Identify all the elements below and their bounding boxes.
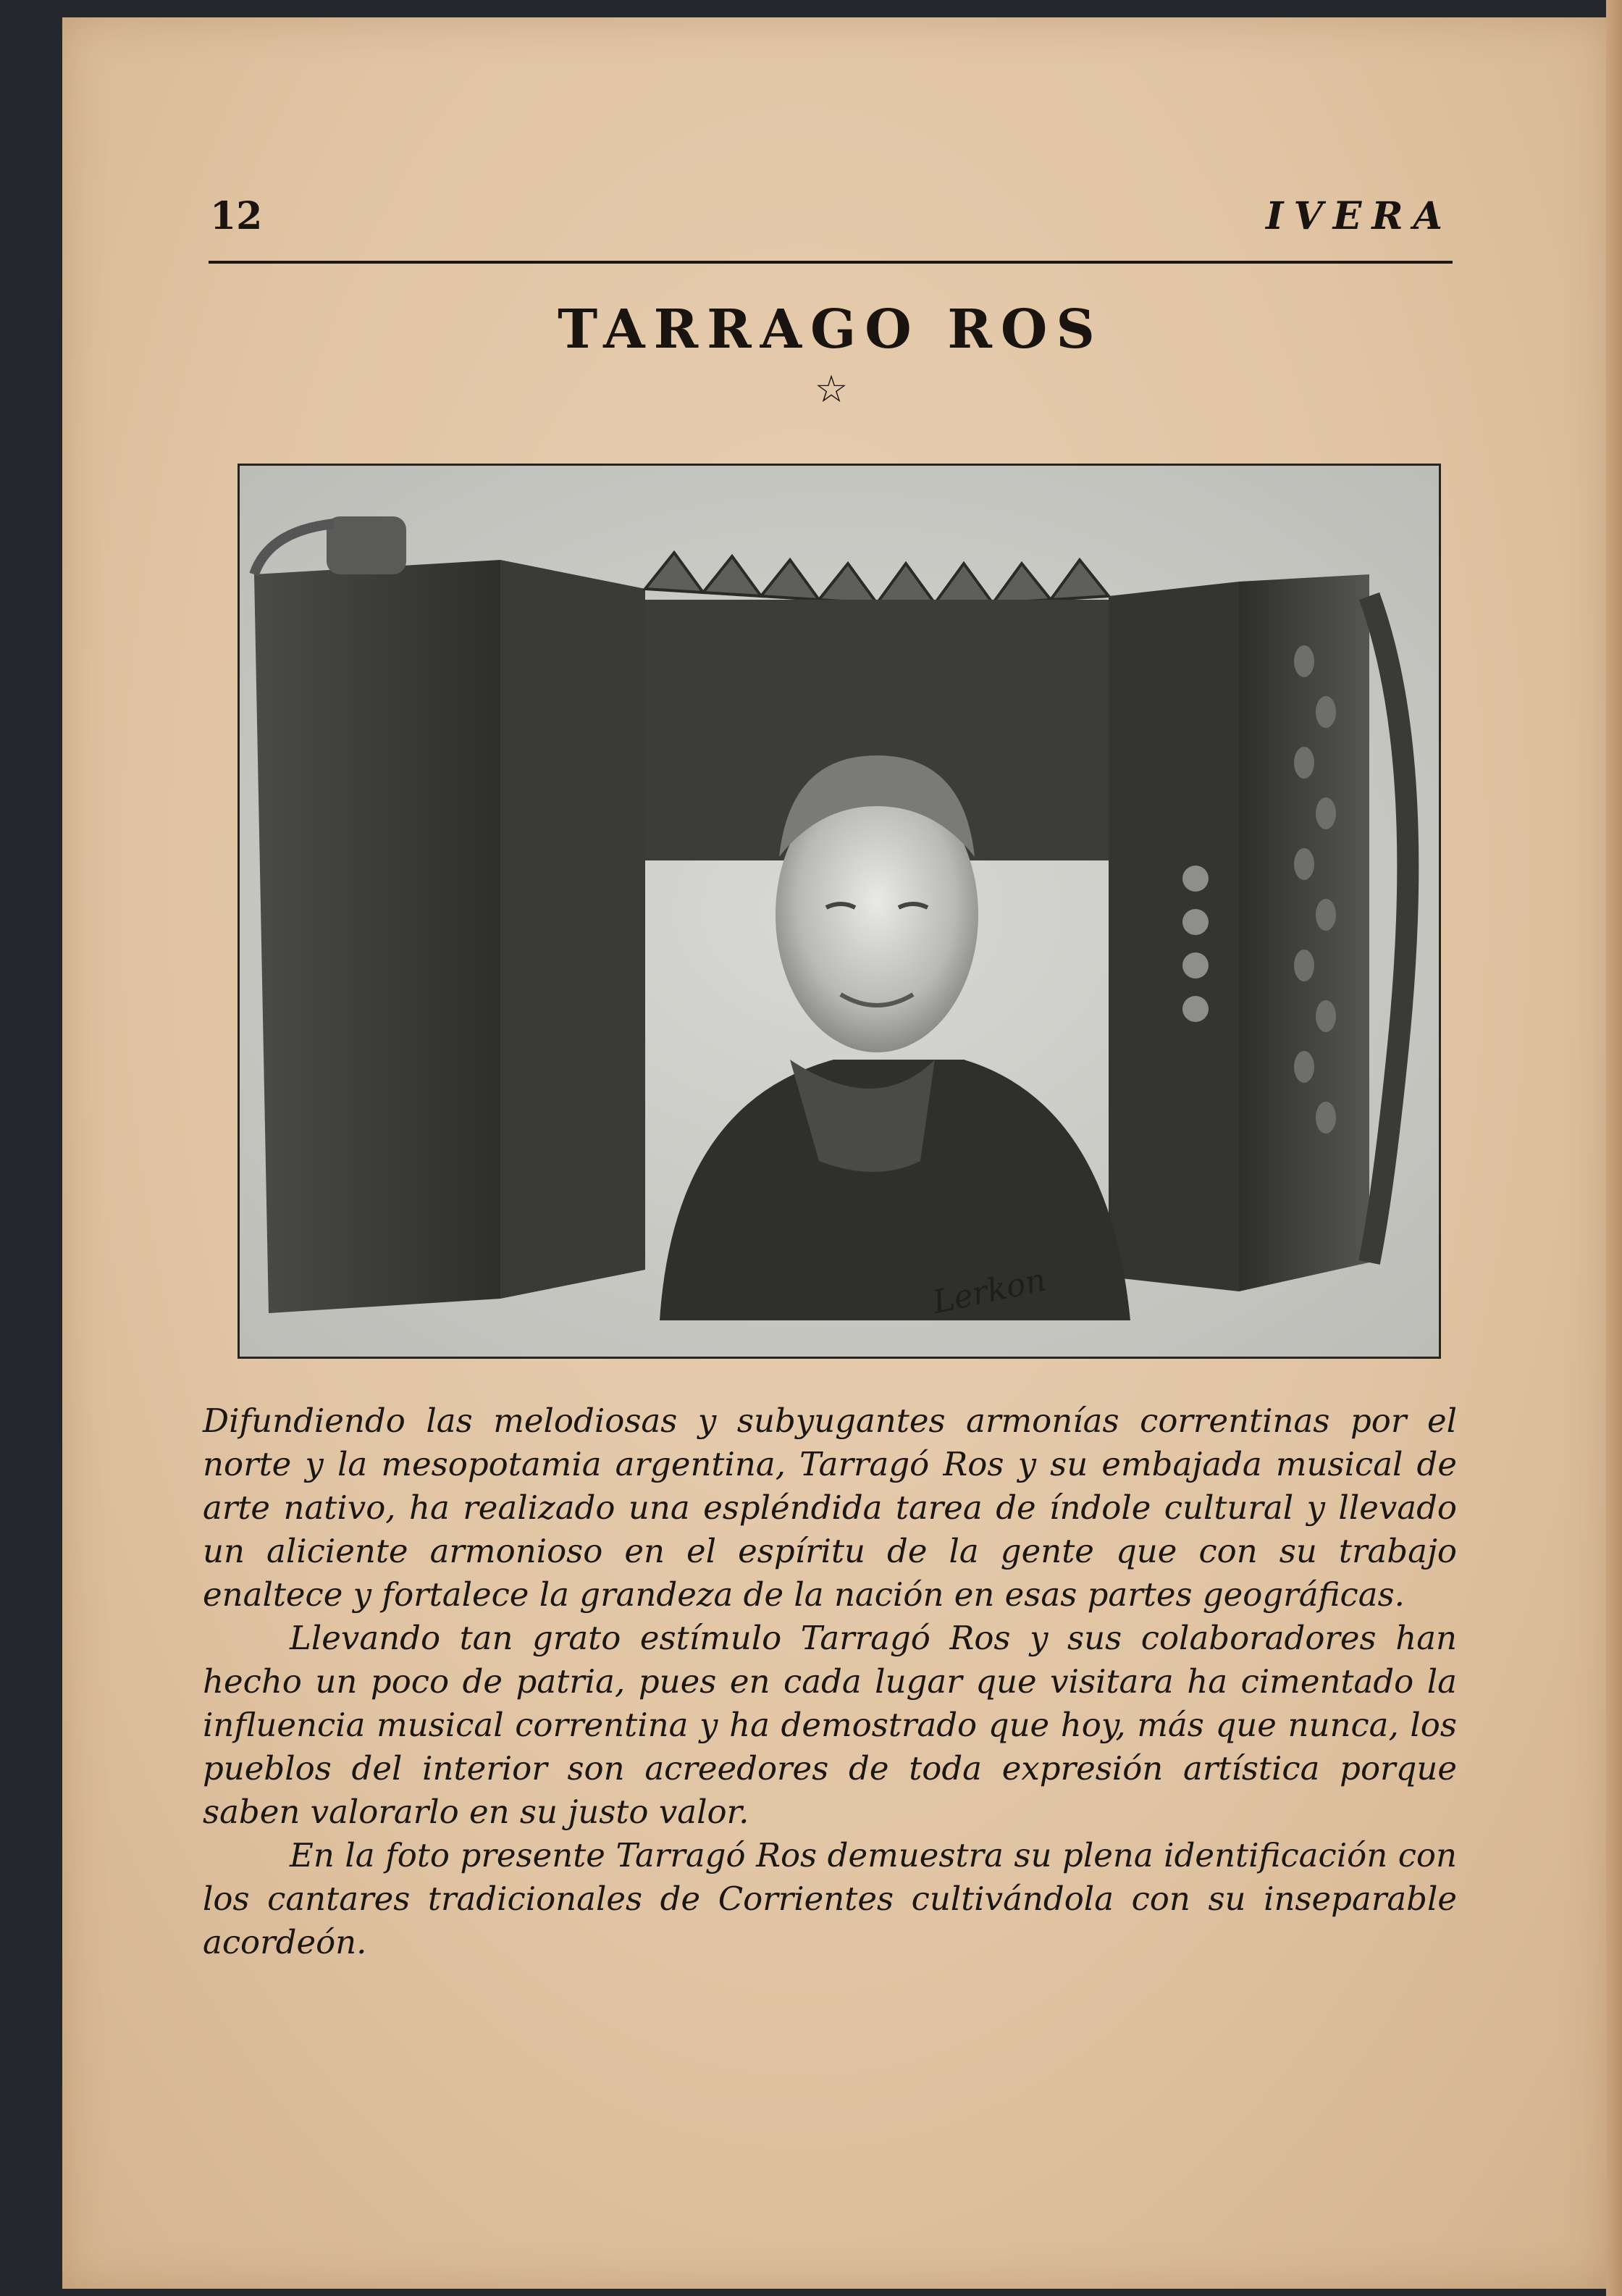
star-icon: ☆	[814, 368, 849, 411]
header-rule	[209, 261, 1453, 264]
article-paragraph: Llevando tan grato estímulo Tarragó Ros y sus colaboradores han hecho un poco de patria, pues en cada lugar que visitara ha cimentado la influencia musical correntina y ha demostrado que hoy, más que nunca, los pueblos del interior son acreedores de toda expresión artística porque saben valorarlo en su justo valor.	[203, 1619, 1457, 1831]
accordion-left-box	[254, 516, 645, 1313]
running-head	[210, 194, 1453, 238]
page-number: 12	[210, 194, 263, 238]
accordion-portrait-illustration	[240, 466, 1439, 1357]
article-paragraph: Difundiendo las melodiosas y subyugantes armonías correntinas por el norte y la mesopotamia argentina, Tarragó Ros y su embajada musical de arte nativo, ha realizado una espléndida tarea de índole cultural y llevado un aliciente armonioso en el espíritu de la gente que con su trabajo enaltece y fortalece la grandeza de la nación en esas partes geográficas.	[203, 1402, 1457, 1614]
article-title: TARRAGO ROS	[558, 298, 1104, 361]
article-photo	[238, 464, 1441, 1359]
photo-signature: Lerkon	[929, 1261, 1049, 1322]
article-body	[203, 1399, 1457, 1964]
page-edge	[1606, 0, 1622, 2296]
article-paragraph: En la foto presente Tarragó Ros demuestra su plena identificación con los cantares tradicionales de Corrientes cultivándola con su inseparable acordeón.	[203, 1836, 1457, 1961]
accordion-right-box	[1109, 574, 1408, 1291]
journal-name: IVERA	[1266, 194, 1453, 238]
